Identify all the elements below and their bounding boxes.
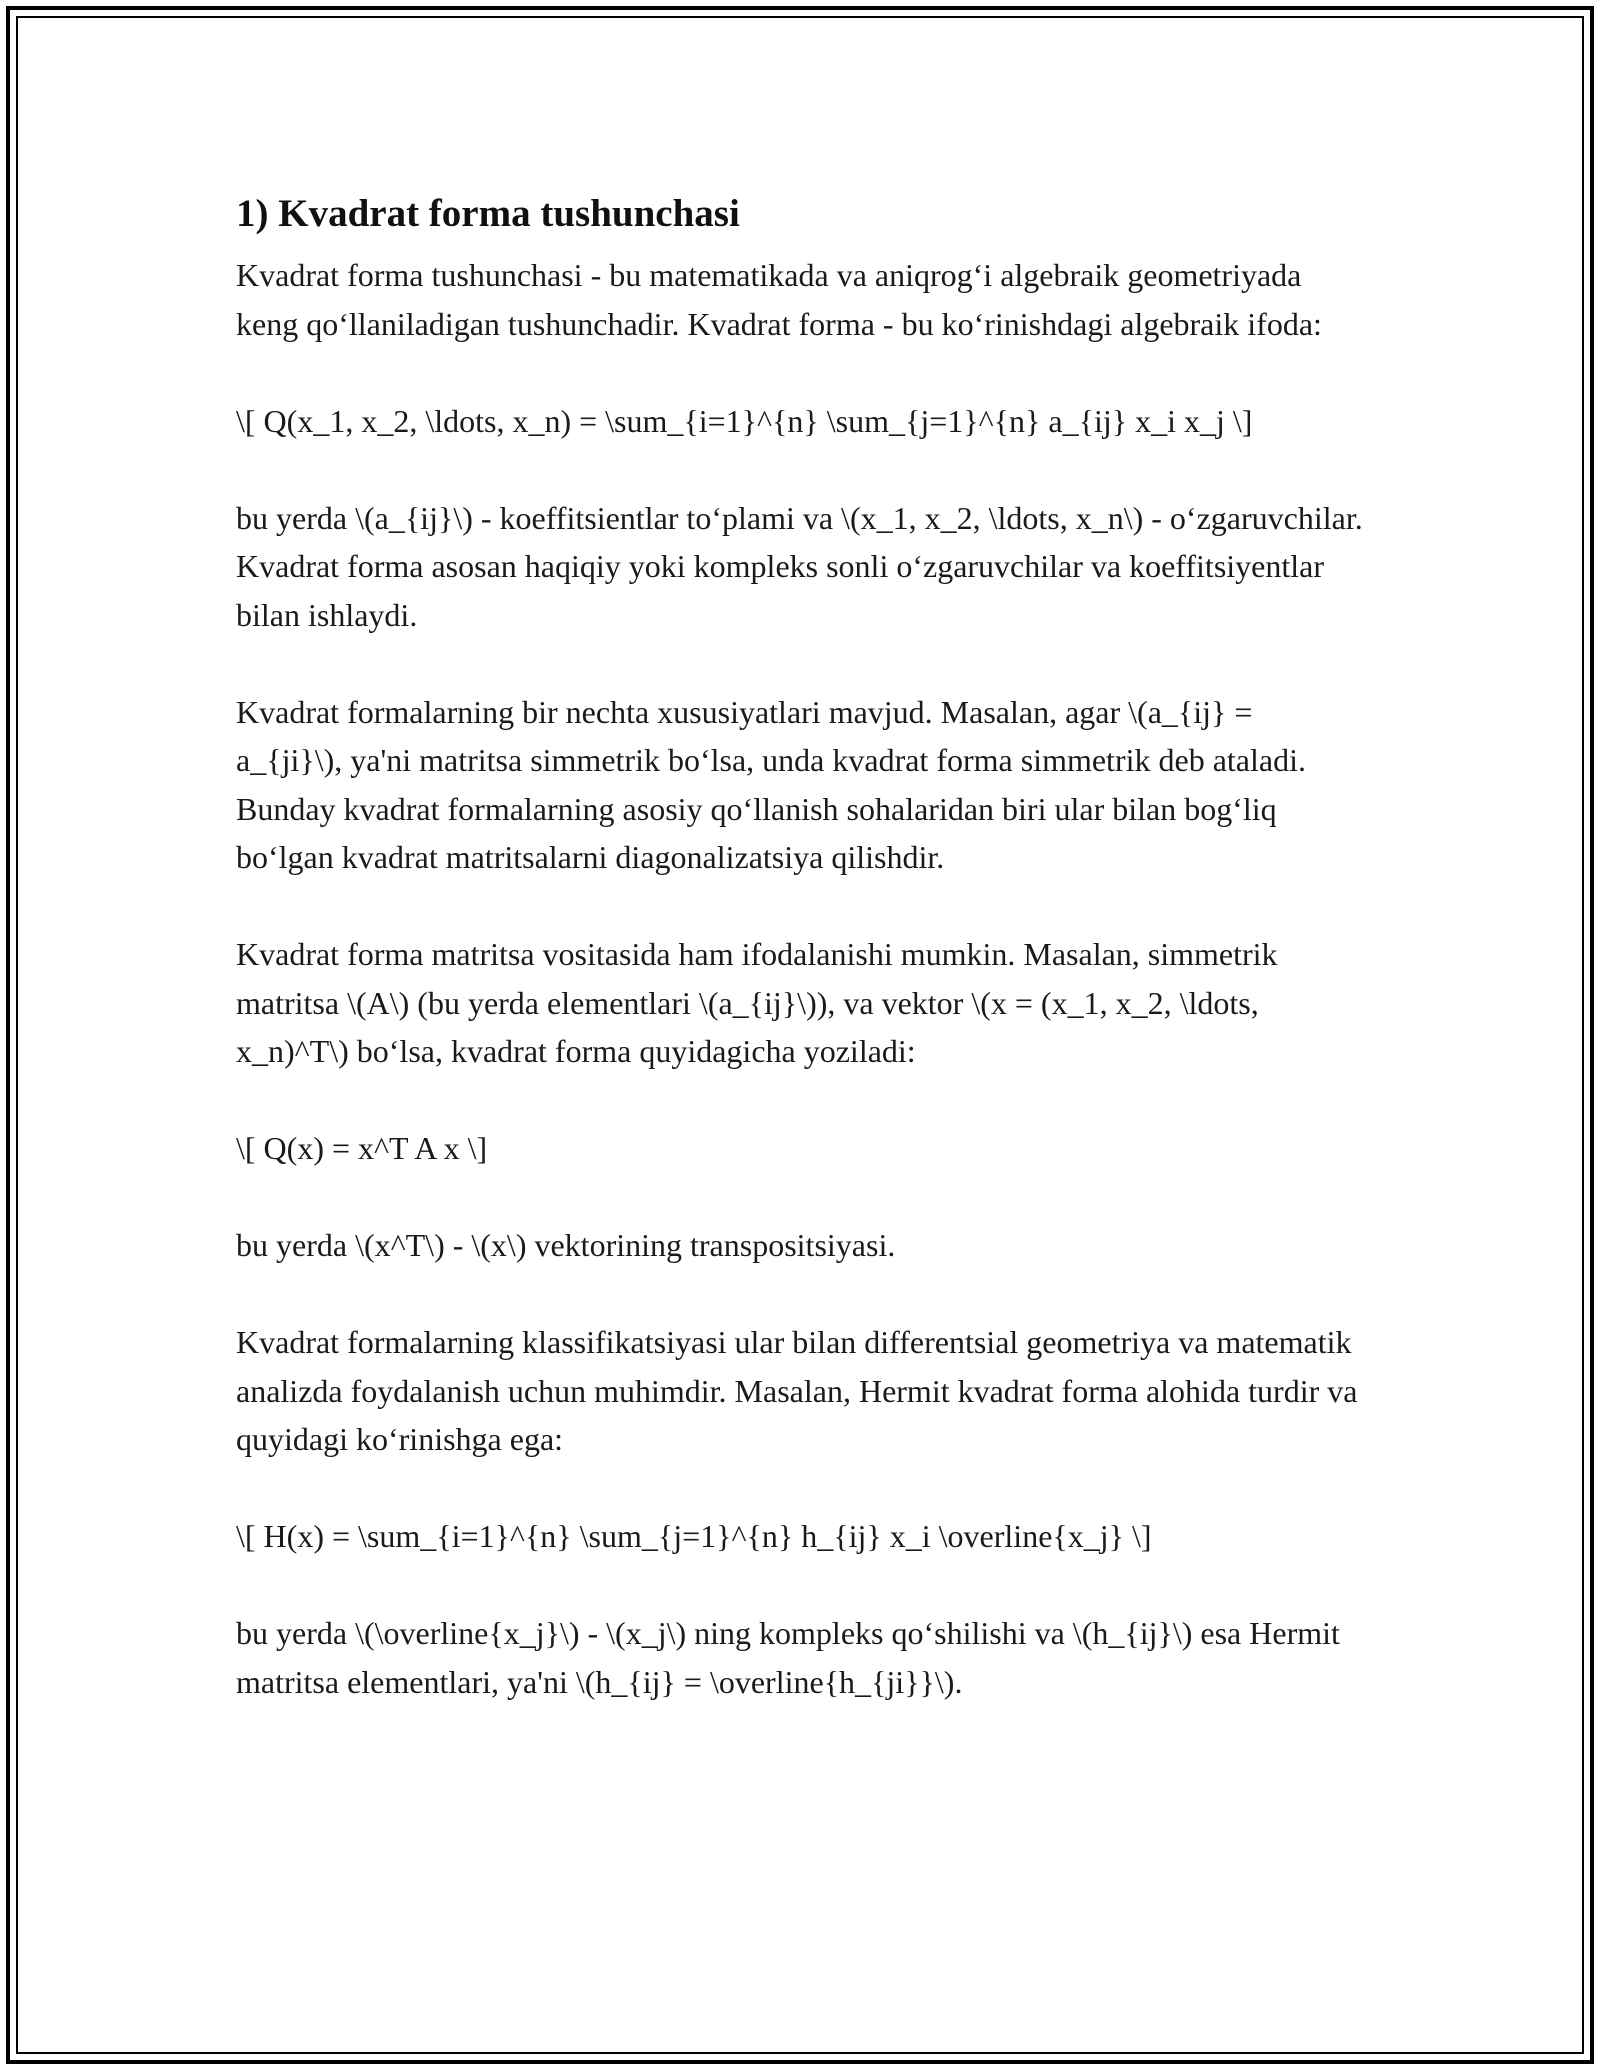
paragraph-intro: Kvadrat forma tushunchasi - bu matematikada va aniqrog‘i algebraik geometriyada keng qo‘llaniladigan tushunchadir. Kvadrat forma - bu ko‘rinishdagi algebraik ifoda: <box>236 257 1322 342</box>
formula-matrix: \[ Q(x) = x^T A x \] <box>236 1130 488 1166</box>
formula-quadratic-form: \[ Q(x_1, x_2, \ldots, x_n) = \sum_{i=1}^{n} \sum_{j=1}^{n} a_{ij} x_i x_j \] <box>236 402 1253 439</box>
paragraph-classification: Kvadrat formalarning klassifikatsiyasi ular bilan differentsial geometriya va matematik analizda foydalanish uchun muhimdir. Masalan, Hermit kvadrat forma alohida turdir va quyidagi ko‘rinishga ega: <box>236 1324 1358 1457</box>
paragraph-properties: Kvadrat formalarning bir nechta xususiyatlari mavjud. Masalan, agar \(a_{ij} = a_{ji}\), ya'ni matritsa simmetrik bo‘lsa, unda kvadrat forma simmetrik deb ataladi. Bunday kvadrat formalarning asosiy qo‘llanish sohalaridan biri ular bilan bog‘liq bo‘lgan kvadrat matritsalarni diagonalizatsiya qilishdir. <box>236 693 1306 875</box>
document-body <box>236 187 1366 1755</box>
paragraph-matrix-form: Kvadrat forma matritsa vositasida ham ifodalanishi mumkin. Masalan, simmetrik matritsa \(A\) (bu yerda elementlari \(a_{ij}\)), va vektor \(x = (x_1, x_2, \ldots, x_n)^T\) bo‘lsa, kvadrat forma quyidagicha yoziladi: <box>236 936 1278 1069</box>
paragraph-hermitian-note: bu yerda \(\overline{x_j}\) - \(x_j\) ning kompleks qo‘shilishi va \(h_{ij}\) esa Hermit matritsa elementlari, ya'ni \(h_{ij} = \overline{h_{ji}}\). <box>236 1615 1340 1700</box>
formula-hermitian: \[ H(x) = \sum_{i=1}^{n} \sum_{j=1}^{n} h_{ij} x_i \overline{x_j} \] <box>236 1518 1152 1554</box>
section-heading: 1) Kvadrat forma tushunchasi <box>236 192 740 235</box>
paragraph-transpose: bu yerda \(x^T\) - \(x\) vektorining transpositsiyasi. <box>236 1227 896 1263</box>
paragraph-coefficients: bu yerda \(a_{ij}\) - koeffitsientlar to‘plami va \(x_1, x_2, \ldots, x_n\) - o‘zgaruvchilar. Kvadrat forma asosan haqiqiy yoki kompleks sonli o‘zgaruvchilar va koeffitsiyentlar bilan ishlaydi. <box>236 499 1363 633</box>
